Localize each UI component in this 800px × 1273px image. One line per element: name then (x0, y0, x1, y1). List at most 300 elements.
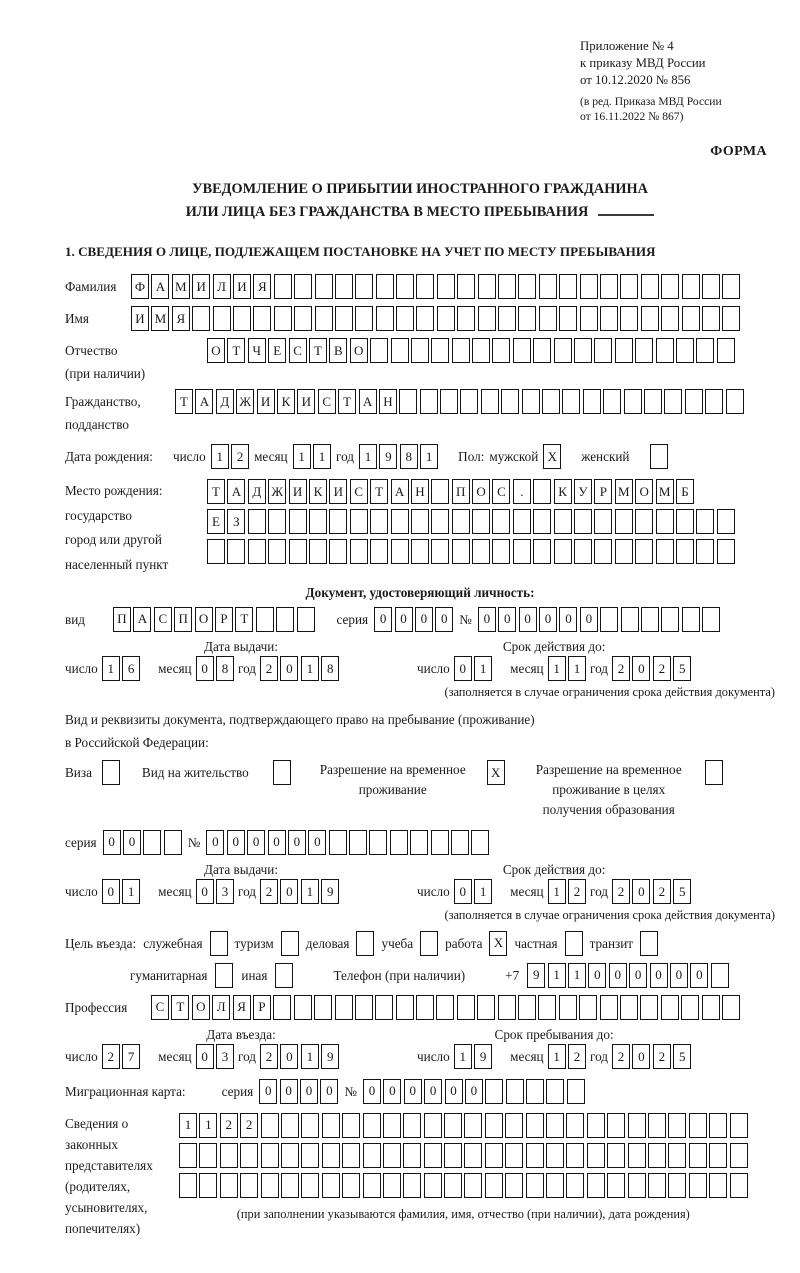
form-cell[interactable] (452, 338, 470, 363)
form-cell[interactable] (440, 389, 458, 414)
form-cell[interactable]: 0 (415, 607, 433, 632)
form-cell[interactable] (615, 509, 633, 534)
form-cell[interactable] (648, 1143, 666, 1168)
form-cell[interactable] (350, 539, 368, 564)
form-cell[interactable]: Р (215, 607, 233, 632)
form-cell[interactable] (322, 1143, 340, 1168)
female-checkbox[interactable] (650, 444, 668, 469)
form-cell[interactable]: Ф (131, 274, 149, 299)
form-cell[interactable]: О (207, 338, 225, 363)
form-cell[interactable]: 0 (454, 656, 472, 681)
form-cell[interactable] (640, 931, 658, 956)
form-cell[interactable]: Т (207, 479, 225, 504)
official-checkbox[interactable] (210, 931, 228, 956)
form-cell[interactable] (546, 1143, 564, 1168)
form-cell[interactable] (274, 306, 292, 331)
form-cell[interactable] (472, 338, 490, 363)
form-cell[interactable]: Л (213, 274, 231, 299)
form-cell[interactable] (696, 338, 714, 363)
form-cell[interactable] (668, 1113, 686, 1138)
form-cell[interactable] (485, 1143, 503, 1168)
form-cell[interactable] (522, 389, 540, 414)
form-cell[interactable]: 0 (123, 830, 141, 855)
form-cell[interactable] (355, 995, 373, 1020)
form-cell[interactable] (276, 607, 294, 632)
form-cell[interactable] (682, 274, 700, 299)
form-cell[interactable]: 0 (609, 963, 627, 988)
form-cell[interactable] (411, 509, 429, 534)
form-cell[interactable] (322, 1173, 340, 1198)
form-cell[interactable] (587, 1113, 605, 1138)
form-cell[interactable] (281, 1113, 299, 1138)
form-cell[interactable]: Я (233, 995, 251, 1020)
form-cell[interactable] (668, 1173, 686, 1198)
form-cell[interactable] (363, 1173, 381, 1198)
form-cell[interactable] (355, 306, 373, 331)
form-cell[interactable]: Р (594, 479, 612, 504)
form-cell[interactable] (342, 1173, 360, 1198)
form-cell[interactable] (457, 995, 475, 1020)
form-cell[interactable] (574, 338, 592, 363)
form-cell[interactable]: 1 (301, 879, 319, 904)
form-cell[interactable]: 0 (632, 656, 650, 681)
form-cell[interactable] (722, 274, 740, 299)
form-cell[interactable]: 0 (320, 1079, 338, 1104)
form-cell[interactable] (431, 539, 449, 564)
form-cell[interactable] (681, 995, 699, 1020)
form-cell[interactable] (301, 1113, 319, 1138)
form-cell[interactable]: 0 (374, 607, 392, 632)
form-cell[interactable]: П (174, 607, 192, 632)
form-cell[interactable]: Н (411, 479, 429, 504)
form-cell[interactable] (518, 274, 536, 299)
form-cell[interactable]: Б (676, 479, 694, 504)
form-cell[interactable]: 9 (321, 1044, 339, 1069)
form-cell[interactable] (685, 389, 703, 414)
form-cell[interactable] (726, 389, 744, 414)
form-cell[interactable] (420, 389, 438, 414)
form-cell[interactable] (457, 306, 475, 331)
form-cell[interactable] (644, 389, 662, 414)
form-cell[interactable] (315, 306, 333, 331)
form-cell[interactable] (275, 963, 293, 988)
form-cell[interactable] (730, 1143, 748, 1168)
form-cell[interactable]: 8 (216, 656, 234, 681)
form-cell[interactable] (477, 995, 495, 1020)
form-cell[interactable] (620, 995, 638, 1020)
study-checkbox[interactable] (420, 931, 438, 956)
form-cell[interactable]: А (227, 479, 245, 504)
form-cell[interactable] (533, 479, 551, 504)
form-cell[interactable] (329, 509, 347, 534)
form-cell[interactable]: 1 (293, 444, 311, 469)
form-cell[interactable] (600, 995, 618, 1020)
form-cell[interactable]: Я (253, 274, 271, 299)
form-cell[interactable]: Е (268, 338, 286, 363)
form-cell[interactable] (661, 607, 679, 632)
form-cell[interactable]: И (131, 306, 149, 331)
form-cell[interactable] (518, 306, 536, 331)
form-cell[interactable] (533, 509, 551, 534)
form-cell[interactable] (411, 539, 429, 564)
business-checkbox[interactable] (356, 931, 374, 956)
form-cell[interactable] (375, 995, 393, 1020)
form-cell[interactable] (717, 539, 735, 564)
form-cell[interactable]: 0 (288, 830, 306, 855)
form-cell[interactable]: О (350, 338, 368, 363)
form-cell[interactable] (314, 995, 332, 1020)
form-cell[interactable] (546, 1079, 564, 1104)
form-cell[interactable]: 0 (632, 879, 650, 904)
form-cell[interactable] (274, 274, 292, 299)
form-cell[interactable] (661, 306, 679, 331)
form-cell[interactable]: К (554, 479, 572, 504)
form-cell[interactable]: 8 (400, 444, 418, 469)
form-cell[interactable]: 0 (383, 1079, 401, 1104)
form-cell[interactable]: Т (309, 338, 327, 363)
form-cell[interactable] (526, 1173, 544, 1198)
form-cell[interactable]: 1 (454, 1044, 472, 1069)
form-cell[interactable]: Н (379, 389, 397, 414)
form-cell[interactable]: 0 (196, 879, 214, 904)
form-cell[interactable] (501, 389, 519, 414)
form-cell[interactable] (464, 1173, 482, 1198)
form-cell[interactable] (301, 1173, 319, 1198)
form-cell[interactable] (452, 539, 470, 564)
form-cell[interactable] (574, 539, 592, 564)
form-cell[interactable]: 5 (673, 879, 691, 904)
form-cell[interactable] (342, 1113, 360, 1138)
form-cell[interactable] (513, 509, 531, 534)
form-cell[interactable] (485, 1079, 503, 1104)
form-cell[interactable]: X (489, 931, 507, 956)
form-cell[interactable] (498, 274, 516, 299)
form-cell[interactable] (309, 509, 327, 534)
form-cell[interactable]: 0 (196, 1044, 214, 1069)
form-cell[interactable]: Т (235, 607, 253, 632)
humanitarian-checkbox[interactable] (215, 963, 233, 988)
form-cell[interactable]: 0 (259, 1079, 277, 1104)
form-cell[interactable] (199, 1143, 217, 1168)
form-cell[interactable] (594, 539, 612, 564)
form-cell[interactable] (730, 1173, 748, 1198)
form-cell[interactable]: 1 (313, 444, 331, 469)
form-cell[interactable] (603, 389, 621, 414)
form-cell[interactable]: 0 (227, 830, 245, 855)
form-cell[interactable]: 2 (231, 444, 249, 469)
form-cell[interactable] (396, 306, 414, 331)
form-cell[interactable] (403, 1143, 421, 1168)
form-cell[interactable] (233, 306, 251, 331)
form-cell[interactable]: 0 (102, 879, 120, 904)
form-cell[interactable] (587, 1143, 605, 1168)
form-cell[interactable] (220, 1143, 238, 1168)
form-cell[interactable] (656, 509, 674, 534)
form-cell[interactable] (410, 830, 428, 855)
form-cell[interactable] (297, 607, 315, 632)
form-cell[interactable] (207, 539, 225, 564)
form-cell[interactable] (335, 995, 353, 1020)
form-cell[interactable] (452, 509, 470, 534)
form-cell[interactable]: 2 (240, 1113, 258, 1138)
form-cell[interactable]: 0 (280, 656, 298, 681)
form-cell[interactable]: 0 (580, 607, 598, 632)
form-cell[interactable] (315, 274, 333, 299)
form-cell[interactable] (472, 509, 490, 534)
form-cell[interactable] (580, 274, 598, 299)
form-cell[interactable]: 2 (653, 656, 671, 681)
form-cell[interactable] (583, 389, 601, 414)
form-cell[interactable] (533, 539, 551, 564)
form-cell[interactable]: 1 (179, 1113, 197, 1138)
form-cell[interactable] (621, 607, 639, 632)
form-cell[interactable] (294, 995, 312, 1020)
form-cell[interactable]: М (172, 274, 190, 299)
form-cell[interactable]: X (487, 760, 505, 785)
form-cell[interactable] (587, 1173, 605, 1198)
form-cell[interactable] (702, 607, 720, 632)
form-cell[interactable] (513, 539, 531, 564)
form-cell[interactable] (600, 607, 618, 632)
form-cell[interactable] (702, 274, 720, 299)
form-cell[interactable]: 2 (260, 879, 278, 904)
form-cell[interactable] (566, 1143, 584, 1168)
form-cell[interactable] (261, 1113, 279, 1138)
form-cell[interactable]: А (391, 479, 409, 504)
form-cell[interactable]: 7 (122, 1044, 140, 1069)
form-cell[interactable] (268, 539, 286, 564)
form-cell[interactable] (363, 1143, 381, 1168)
form-cell[interactable]: . (513, 479, 531, 504)
form-cell[interactable] (566, 1173, 584, 1198)
form-cell[interactable]: Л (212, 995, 230, 1020)
form-cell[interactable]: 0 (588, 963, 606, 988)
form-cell[interactable] (424, 1173, 442, 1198)
form-cell[interactable] (383, 1173, 401, 1198)
form-cell[interactable] (390, 830, 408, 855)
form-cell[interactable] (705, 760, 723, 785)
visa-checkbox[interactable] (102, 760, 120, 785)
form-cell[interactable]: А (151, 274, 169, 299)
form-cell[interactable] (281, 1143, 299, 1168)
form-cell[interactable] (600, 274, 618, 299)
form-cell[interactable] (199, 1173, 217, 1198)
form-cell[interactable] (635, 509, 653, 534)
form-cell[interactable]: 0 (445, 1079, 463, 1104)
form-cell[interactable]: 0 (300, 1079, 318, 1104)
form-cell[interactable] (600, 306, 618, 331)
form-cell[interactable]: П (113, 607, 131, 632)
form-cell[interactable]: М (656, 479, 674, 504)
form-cell[interactable]: Ж (268, 479, 286, 504)
form-cell[interactable] (220, 1173, 238, 1198)
form-cell[interactable] (656, 338, 674, 363)
form-cell[interactable]: 0 (670, 963, 688, 988)
form-cell[interactable] (709, 1113, 727, 1138)
form-cell[interactable]: Е (207, 509, 225, 534)
form-cell[interactable] (565, 931, 583, 956)
form-cell[interactable] (702, 306, 720, 331)
form-cell[interactable] (273, 760, 291, 785)
form-cell[interactable] (485, 1113, 503, 1138)
form-cell[interactable] (676, 539, 694, 564)
form-cell[interactable]: С (318, 389, 336, 414)
form-cell[interactable]: 1 (548, 963, 566, 988)
form-cell[interactable] (526, 1143, 544, 1168)
form-cell[interactable] (457, 274, 475, 299)
male-checkbox[interactable] (543, 444, 561, 469)
form-cell[interactable] (696, 509, 714, 534)
form-cell[interactable] (431, 830, 449, 855)
form-cell[interactable] (542, 389, 560, 414)
form-cell[interactable]: 1 (568, 656, 586, 681)
form-cell[interactable] (431, 338, 449, 363)
form-cell[interactable] (396, 995, 414, 1020)
form-cell[interactable]: 0 (465, 1079, 483, 1104)
other-checkbox[interactable] (275, 963, 293, 988)
form-cell[interactable] (472, 539, 490, 564)
form-cell[interactable]: 0 (478, 607, 496, 632)
form-cell[interactable]: 1 (359, 444, 377, 469)
form-cell[interactable] (546, 1113, 564, 1138)
form-cell[interactable] (437, 274, 455, 299)
form-cell[interactable] (505, 1173, 523, 1198)
form-cell[interactable]: А (359, 389, 377, 414)
form-cell[interactable] (248, 509, 266, 534)
form-cell[interactable] (594, 338, 612, 363)
form-cell[interactable]: Ж (236, 389, 254, 414)
form-cell[interactable] (661, 274, 679, 299)
form-cell[interactable]: Т (370, 479, 388, 504)
form-cell[interactable] (261, 1143, 279, 1168)
form-cell[interactable]: 0 (268, 830, 286, 855)
form-cell[interactable] (383, 1113, 401, 1138)
form-cell[interactable] (309, 539, 327, 564)
form-cell[interactable]: С (350, 479, 368, 504)
form-cell[interactable]: 1 (199, 1113, 217, 1138)
form-cell[interactable]: О (192, 995, 210, 1020)
form-cell[interactable]: 0 (539, 607, 557, 632)
form-cell[interactable] (485, 1173, 503, 1198)
form-cell[interactable]: 1 (420, 444, 438, 469)
form-cell[interactable]: 1 (474, 879, 492, 904)
form-cell[interactable] (289, 509, 307, 534)
form-cell[interactable] (329, 539, 347, 564)
form-cell[interactable]: И (329, 479, 347, 504)
form-cell[interactable] (322, 1113, 340, 1138)
form-cell[interactable]: 1 (301, 1044, 319, 1069)
form-cell[interactable] (143, 830, 161, 855)
form-cell[interactable] (370, 338, 388, 363)
form-cell[interactable] (342, 1143, 360, 1168)
form-cell[interactable]: О (472, 479, 490, 504)
form-cell[interactable] (437, 306, 455, 331)
form-cell[interactable] (164, 830, 182, 855)
form-cell[interactable] (391, 338, 409, 363)
form-cell[interactable] (492, 539, 510, 564)
form-cell[interactable]: 0 (498, 607, 516, 632)
form-cell[interactable] (559, 306, 577, 331)
form-cell[interactable] (664, 389, 682, 414)
form-cell[interactable]: 0 (395, 607, 413, 632)
residence-permit-checkbox[interactable] (273, 760, 291, 785)
form-cell[interactable] (350, 509, 368, 534)
form-cell[interactable] (624, 389, 642, 414)
form-cell[interactable]: 0 (206, 830, 224, 855)
form-cell[interactable] (227, 539, 245, 564)
form-cell[interactable]: 1 (548, 1044, 566, 1069)
form-cell[interactable] (641, 274, 659, 299)
form-cell[interactable] (215, 963, 233, 988)
form-cell[interactable] (533, 338, 551, 363)
transit-checkbox[interactable] (640, 931, 658, 956)
form-cell[interactable] (607, 1113, 625, 1138)
form-cell[interactable]: С (154, 607, 172, 632)
form-cell[interactable] (273, 995, 291, 1020)
form-cell[interactable] (424, 1143, 442, 1168)
form-cell[interactable] (711, 963, 729, 988)
form-cell[interactable]: 1 (122, 879, 140, 904)
form-cell[interactable] (702, 995, 720, 1020)
form-cell[interactable]: Ч (248, 338, 266, 363)
form-cell[interactable] (383, 1143, 401, 1168)
form-cell[interactable]: Д (216, 389, 234, 414)
form-cell[interactable] (399, 389, 417, 414)
form-cell[interactable] (370, 509, 388, 534)
form-cell[interactable]: 1 (211, 444, 229, 469)
form-cell[interactable]: Т (338, 389, 356, 414)
form-cell[interactable] (518, 995, 536, 1020)
temp-residence-checkbox[interactable] (487, 760, 505, 785)
form-cell[interactable]: Т (175, 389, 193, 414)
form-cell[interactable]: Р (253, 995, 271, 1020)
form-cell[interactable] (615, 539, 633, 564)
form-cell[interactable] (635, 338, 653, 363)
form-cell[interactable] (403, 1173, 421, 1198)
form-cell[interactable] (554, 539, 572, 564)
form-cell[interactable]: 9 (527, 963, 545, 988)
form-cell[interactable]: 5 (673, 1044, 691, 1069)
form-cell[interactable]: 0 (247, 830, 265, 855)
form-cell[interactable]: 0 (632, 1044, 650, 1069)
form-cell[interactable] (444, 1143, 462, 1168)
form-cell[interactable]: 3 (216, 879, 234, 904)
form-cell[interactable]: 2 (220, 1113, 238, 1138)
form-cell[interactable] (722, 306, 740, 331)
form-cell[interactable]: X (543, 444, 561, 469)
form-cell[interactable] (460, 389, 478, 414)
form-cell[interactable] (554, 509, 572, 534)
form-cell[interactable]: 5 (673, 656, 691, 681)
form-cell[interactable]: 2 (612, 1044, 630, 1069)
form-cell[interactable] (192, 306, 210, 331)
form-cell[interactable]: З (227, 509, 245, 534)
form-cell[interactable] (281, 931, 299, 956)
form-cell[interactable] (730, 1113, 748, 1138)
form-cell[interactable] (294, 274, 312, 299)
form-cell[interactable]: 8 (321, 656, 339, 681)
tourism-checkbox[interactable] (281, 931, 299, 956)
form-cell[interactable]: 1 (568, 963, 586, 988)
form-cell[interactable]: 2 (260, 1044, 278, 1069)
form-cell[interactable] (682, 607, 700, 632)
form-cell[interactable] (580, 306, 598, 331)
form-cell[interactable]: 1 (474, 656, 492, 681)
form-cell[interactable] (281, 1173, 299, 1198)
form-cell[interactable]: 0 (690, 963, 708, 988)
form-cell[interactable] (709, 1173, 727, 1198)
form-cell[interactable] (546, 1173, 564, 1198)
